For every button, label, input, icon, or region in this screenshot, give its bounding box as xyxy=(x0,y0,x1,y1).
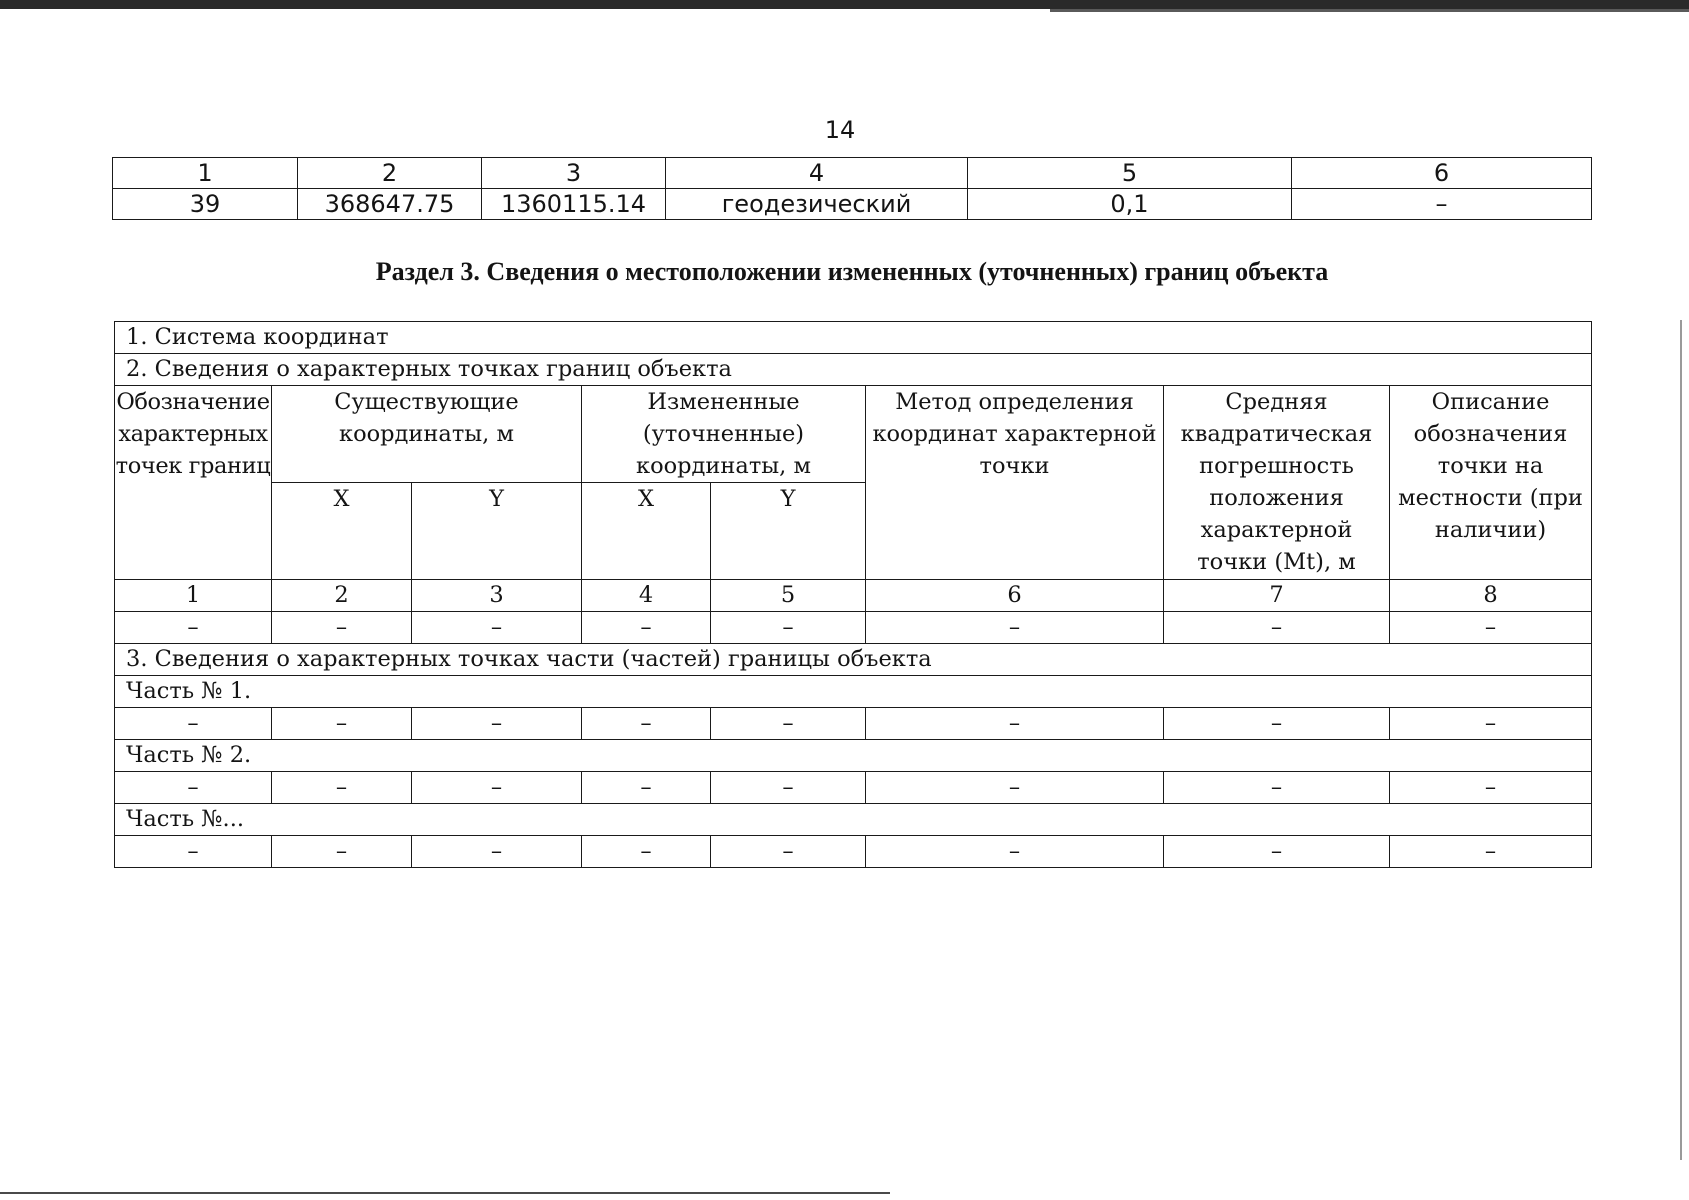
scan-edge-right xyxy=(1680,320,1682,1160)
method: геодезический xyxy=(666,189,968,220)
empty-cell: – xyxy=(272,612,412,644)
table-row xyxy=(115,804,1592,836)
header-existing-coordinates: Существующие координаты, м xyxy=(272,386,582,483)
table-row xyxy=(115,772,1592,804)
column-number: 5 xyxy=(968,158,1292,189)
column-number: 5 xyxy=(711,580,866,612)
empty-cell: – xyxy=(1390,836,1592,868)
column-number: 6 xyxy=(866,580,1164,612)
empty-cell: – xyxy=(1164,612,1390,644)
empty-cell: – xyxy=(272,772,412,804)
page-number: 14 xyxy=(824,116,856,144)
column-number: 4 xyxy=(582,580,711,612)
part-label: Часть № 2. xyxy=(115,740,1592,772)
column-number: 1 xyxy=(113,158,298,189)
empty-cell: – xyxy=(272,708,412,740)
table-row xyxy=(115,612,1592,644)
table-row xyxy=(115,836,1592,868)
empty-cell: – xyxy=(412,772,582,804)
column-number: 8 xyxy=(1390,580,1592,612)
table-row xyxy=(115,644,1592,676)
empty-cell: – xyxy=(115,836,272,868)
description: – xyxy=(1292,189,1592,220)
table-row xyxy=(115,354,1592,386)
empty-cell: – xyxy=(115,612,272,644)
column-number: 3 xyxy=(412,580,582,612)
header-y: Y xyxy=(412,483,582,580)
column-number: 7 xyxy=(1164,580,1390,612)
empty-cell: – xyxy=(412,612,582,644)
column-number: 3 xyxy=(482,158,666,189)
empty-cell: – xyxy=(711,836,866,868)
header-changed-coordinates: Измененные (уточненные) координаты, м xyxy=(582,386,866,483)
empty-cell: – xyxy=(1390,772,1592,804)
table-row xyxy=(113,158,1592,189)
header-accuracy: Средняя квадратическая погрешность положения характерной точки (Mt), м xyxy=(1164,386,1390,580)
parts-section-label: 3. Сведения о характерных точках части (частей) границы объекта xyxy=(115,644,1592,676)
header-y: Y xyxy=(711,483,866,580)
header-method: Метод определения координат характерной точки xyxy=(866,386,1164,580)
empty-cell: – xyxy=(866,772,1164,804)
empty-cell: – xyxy=(711,708,866,740)
boundary-points-table xyxy=(114,321,1592,868)
empty-cell: – xyxy=(1390,612,1592,644)
accuracy: 0,1 xyxy=(968,189,1292,220)
empty-cell: – xyxy=(1164,836,1390,868)
empty-cell: – xyxy=(412,836,582,868)
empty-cell: – xyxy=(582,772,711,804)
point-id: 39 xyxy=(113,189,298,220)
empty-cell: – xyxy=(1164,772,1390,804)
empty-cell: – xyxy=(115,772,272,804)
empty-cell: – xyxy=(412,708,582,740)
section-title: Раздел 3. Сведения о местоположении измененных (уточненных) границ объекта xyxy=(375,257,1329,286)
header-x: X xyxy=(272,483,412,580)
empty-cell: – xyxy=(711,612,866,644)
scan-edge-top-shadow xyxy=(1050,9,1689,12)
empty-cell: – xyxy=(866,612,1164,644)
scan-edge-top xyxy=(0,0,1689,9)
table-row xyxy=(115,708,1592,740)
table-row xyxy=(115,740,1592,772)
empty-cell: – xyxy=(582,612,711,644)
column-number: 6 xyxy=(1292,158,1592,189)
empty-cell: – xyxy=(866,708,1164,740)
column-number: 4 xyxy=(666,158,968,189)
header-description: Описание обозначения точки на местности (при наличии) xyxy=(1390,386,1592,580)
empty-cell: – xyxy=(711,772,866,804)
table-row xyxy=(115,676,1592,708)
header-x: X xyxy=(582,483,711,580)
column-number: 1 xyxy=(115,580,272,612)
column-numbers-row xyxy=(115,580,1592,612)
table-row xyxy=(115,322,1592,354)
empty-cell: – xyxy=(115,708,272,740)
empty-cell: – xyxy=(1164,708,1390,740)
scan-edge-bottom xyxy=(0,1192,890,1194)
part-label: Часть №... xyxy=(115,804,1592,836)
coordinate-y: 1360115.14 xyxy=(482,189,666,220)
continued-table xyxy=(112,157,1592,220)
coordinate-system-label: 1. Система координат xyxy=(115,322,1592,354)
points-section-label: 2. Сведения о характерных точках границ объекта xyxy=(115,354,1592,386)
column-number: 2 xyxy=(272,580,412,612)
coordinate-x: 368647.75 xyxy=(298,189,482,220)
part-label: Часть № 1. xyxy=(115,676,1592,708)
empty-cell: – xyxy=(582,836,711,868)
table-row xyxy=(113,189,1592,220)
empty-cell: – xyxy=(272,836,412,868)
empty-cell: – xyxy=(582,708,711,740)
empty-cell: – xyxy=(1390,708,1592,740)
column-number: 2 xyxy=(298,158,482,189)
table-header-row xyxy=(115,386,1592,483)
header-point-designation: Обозначение характерных точек границ xyxy=(115,386,272,580)
empty-cell: – xyxy=(866,836,1164,868)
